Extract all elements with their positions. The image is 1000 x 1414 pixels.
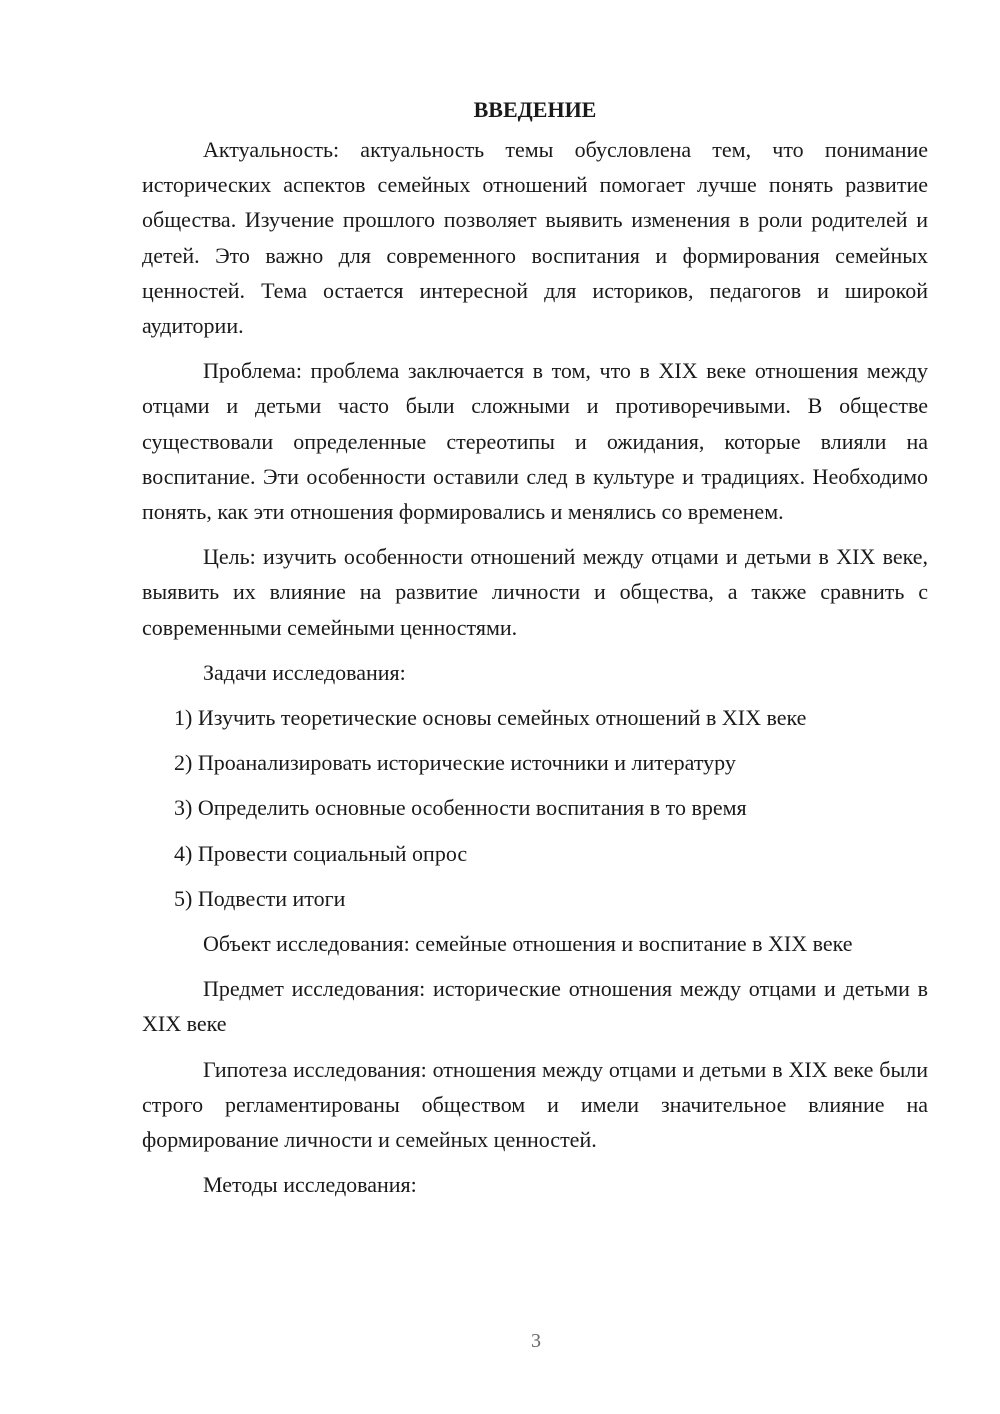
- tasks-title: Задачи исследования:: [203, 659, 406, 685]
- page-number: 3: [531, 1330, 541, 1352]
- list-item: 4) Провести социальный опрос: [174, 840, 468, 866]
- tasks-list: [142, 700, 928, 916]
- document-page: [142, 92, 928, 1212]
- list-item: 5) Подвести итоги: [174, 885, 346, 911]
- list-item: 2) Проанализировать исторические источники и литературу: [174, 750, 736, 776]
- list-item: 3) Определить основные особенности воспитания в то время: [174, 795, 747, 821]
- paragraph-object: Объект исследования: семейные отношения и воспитание в XIX веке: [203, 931, 853, 957]
- paragraph-hypothesis: Гипотеза исследования: отношения между отцами и детьми в XIX веке были строго регламентированы обществом и имели значительное влияние на формирование личности и семейных ценностей.: [142, 1056, 928, 1153]
- paragraph-problem: Проблема: проблема заключается в том, что в XIX веке отношения между отцами и детьми часто были сложными и противоречивыми. В обществе существовали определенные стереотипы и ожидания, которые влияли на воспитание. Эти особенности оставили след в культуре и традициях. Необходимо понять, как эти отношения формировались и менялись со временем.: [142, 358, 928, 525]
- paragraph-goal: Цель: изучить особенности отношений между отцами и детьми в XIX веке, выявить их влияние на развитие личности и общества, а также сравнить с современными семейными ценностями.: [142, 544, 928, 640]
- page-title: ВВЕДЕНИЕ: [473, 97, 597, 122]
- paragraph-subject: Предмет исследования: исторические отношения между отцами и детьми в XIX веке: [142, 976, 928, 1037]
- paragraph-relevance: Актуальность: актуальность темы обусловлена тем, что понимание исторических аспектов семейных отношений помогает лучше понять развитие общества. Изучение прошлого позволяет выявить изменения в роли родителей и детей. Это важно для современного воспитания и формирования семейных ценностей. Тема остается интересной для историков, педагогов и широкой аудитории.: [142, 137, 928, 339]
- methods-title: Методы исследования:: [203, 1172, 417, 1198]
- list-item: 1) Изучить теоретические основы семейных отношений в XIX веке: [174, 705, 807, 731]
